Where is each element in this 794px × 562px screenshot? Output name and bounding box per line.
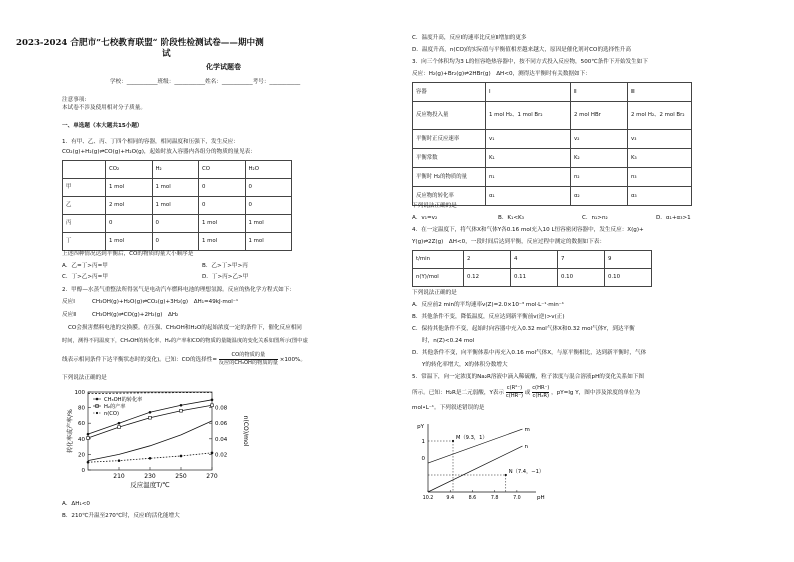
q1-option-a: A．乙=丁>丙=甲 (62, 263, 108, 269)
q2-option-a: A．ΔH₁<0 (62, 501, 90, 507)
q5-fraction-1 (506, 385, 523, 400)
table-cell: α₂ (571, 187, 628, 206)
table-cell: 1 mol (152, 179, 199, 197)
x-tick-label: 230 (144, 473, 156, 480)
q4-table (412, 250, 652, 287)
table-cell: 反应物的转化率 (413, 187, 486, 206)
table-cell: v₂ (571, 130, 628, 149)
data-point (211, 404, 214, 407)
y-tick-label: 0 (81, 468, 85, 474)
table-cell: 甲 (63, 179, 106, 197)
q4-stem-line2: Y(g)⇌2Z(g) ΔH<0，一段时间后达到平衡，反应过程中测定的数据如下表： (412, 239, 606, 245)
table-cell: CO (199, 161, 246, 179)
annotation-label: M（9.3，1） (456, 435, 488, 441)
section-heading-single-choice: 一、单选题（本大题共15小题） (62, 123, 143, 129)
table-cell: 1 mol (106, 233, 153, 251)
table-row (63, 215, 292, 233)
annotation-label: N（7.4，−1） (508, 469, 545, 475)
table-cell: α₁ (486, 187, 571, 206)
table-cell: 1 mol (245, 215, 292, 233)
table-header-row (63, 161, 292, 179)
table-cell: 平衡时 H₂的物质的量 (413, 168, 486, 187)
data-point (180, 455, 183, 458)
data-point (118, 459, 121, 462)
table-cell: 0 (152, 233, 199, 251)
notice-heading: 注意事项: (62, 97, 87, 103)
table-cell: 2 mol H₂、2 mol Br₂ (628, 102, 692, 130)
x-tick-label: 270 (206, 473, 218, 480)
y-axis-label: pY (417, 424, 424, 430)
table-cell: K₁ (486, 149, 571, 168)
annotation-point (452, 440, 454, 442)
table-cell: t/min (413, 251, 464, 269)
q2-option-d: D．温度升高，n(CO)的实际值与平衡值相差越来越大，原因是催化剂对CO的选择性升高 (412, 47, 632, 53)
table-cell: 4 (511, 251, 558, 269)
q2-reaction2-label: 反应Ⅱ (62, 312, 76, 318)
q1-option-b: B．乙>丁>甲>丙 (202, 263, 248, 269)
data-point (87, 461, 90, 464)
table-cell: n₃ (628, 168, 692, 187)
table-cell: 0.12 (464, 269, 511, 287)
table-row (63, 179, 292, 197)
table-cell: 9 (605, 251, 652, 269)
table-cell: 0 (199, 197, 246, 215)
table-row (413, 102, 692, 130)
q3-option-a: A．v₁=v₂ (412, 215, 438, 221)
y-axis-label: 转化率或产率/% (67, 409, 74, 453)
left-column (16, 0, 388, 562)
q5-stem-line3: mol•L⁻¹。下列叙述错误的是 (412, 405, 485, 411)
q5-or-text: 或 (524, 390, 531, 396)
series-label: n (524, 444, 528, 451)
table-cell: 1 mol (152, 197, 199, 215)
table-cell: 0.11 (511, 269, 558, 287)
x-tick-label: 7.0 (513, 496, 521, 500)
q2-reaction1-equation: CH₃OH(g)+H₂O(g)⇌CO₂(g)+3H₂(g) ΔH₁=49kJ·mol⁻¹ (92, 299, 239, 305)
y-tick-label: 1 (421, 439, 425, 445)
table-cell: 0 (106, 215, 153, 233)
q2-chart (62, 386, 262, 498)
x-tick-label: 7.8 (490, 496, 499, 500)
q5-chart-plot (417, 424, 545, 500)
table-cell: 2 (464, 251, 511, 269)
table-cell: 1 mol (199, 215, 246, 233)
table-cell: 0 (152, 215, 199, 233)
data-point (180, 404, 183, 407)
table-cell (63, 161, 106, 179)
table-cell: H₂O (245, 161, 292, 179)
y-tick-label: 80 (78, 405, 85, 412)
notice-body: 本试卷不涉及使用相对分子质量。 (62, 105, 146, 111)
table-row (63, 233, 292, 251)
data-point (211, 399, 214, 402)
data-point (149, 411, 152, 414)
q2-selectivity-text: 线表示相同条件下达平衡状态时的变化)。已知：CO的选择性= (62, 357, 218, 363)
table-cell: Ⅰ (486, 83, 571, 102)
q2-stem-line4: CO会损害燃料电池的交换膜。在压强、CH₃OH和H₂O的起始浓度一定的条件下，催化反应相同 (68, 325, 302, 331)
table-cell: 2 mol HBr (571, 102, 628, 130)
x-tick-label: 8.6 (468, 496, 477, 500)
data-point (87, 437, 90, 440)
q2-selectivity-fraction (219, 352, 278, 367)
q5-stem-line2 (412, 385, 640, 400)
table-cell: v₃ (628, 130, 692, 149)
table-cell: H₂ (152, 161, 199, 179)
fraction-denominator: 反应的CH₃OH的物质的量 (218, 360, 278, 366)
table-cell: 平衡时正反应速率 (413, 130, 486, 149)
y-tick-label: 100 (74, 390, 85, 396)
table-cell: Ⅱ (571, 83, 628, 102)
table-cell: K₂ (571, 149, 628, 168)
y2-tick-label: 0.06 (215, 421, 228, 428)
data-point (180, 409, 183, 412)
q4-option-c-line1: C．保持其他条件不变，起始时向容器中充入0.32 mol气体X和0.32 mol气体Y，到达平衡 (412, 326, 635, 332)
q5-fraction-2 (532, 385, 549, 400)
y-tick-label: 40 (78, 436, 85, 443)
q5-stem-text: 所示。已知：H₂R是二元弱酸，Y表示 (412, 390, 505, 396)
fraction-numerator: c(R²⁻) (506, 385, 523, 391)
table-cell: n(Y)/mol (413, 269, 464, 287)
q5-chart (412, 420, 552, 500)
q5-stem-line1: 5．常温下，向一定浓度的Na₂R溶液中滴入稀硫酸，粒子浓度与混合溶液pH的变化关系如下图 (412, 374, 645, 380)
table-cell: 丁 (63, 233, 106, 251)
table-cell: 1 mol (245, 233, 292, 251)
y2-tick-label: 0.02 (215, 452, 228, 459)
table-row (63, 197, 292, 215)
legend-label: CH₃OH的转化率 (104, 397, 143, 403)
table-header-row (413, 251, 652, 269)
q4-stem-line1: 4．在一定温度下，将气体X和气体Y各0.16 mol充入10 L恒容密闭容器中，发生反应：X(g)+ (412, 227, 644, 233)
q1-question: 上述四种情况达到平衡后，CO的物质的量大小顺序是 (62, 251, 194, 257)
data-point (149, 457, 152, 460)
q3-option-c: C．n₁>n₂ (582, 215, 608, 221)
q1-option-d: D．丁>丙>乙>甲 (202, 274, 249, 280)
q1-stem-line2: CO₂(g)+H₂(g)⇌CO(g)+H₂O(g)，起始时放入容器内各组分的物质的量见表： (62, 149, 256, 155)
series-label: m (524, 427, 530, 434)
exam-title-line2: 试 (162, 49, 171, 59)
q2-reaction1-label: 反应Ⅰ (62, 299, 75, 305)
series-line (88, 392, 212, 393)
table-cell: CO₂ (106, 161, 153, 179)
table-cell: 0.10 (605, 269, 652, 287)
table-cell: n₁ (486, 168, 571, 187)
q2-chart-plot (66, 390, 249, 489)
table-cell: 1 mol H₂、1 mol Br₂ (486, 102, 571, 130)
exam-title-line1: 2023-2024 合肥市”七校教育联盟“ 阶段性检测试卷——期中测 (16, 38, 264, 48)
table-cell: 1 mol (106, 179, 153, 197)
table-cell: 反应物投入量 (413, 102, 486, 130)
y2-axis-label: n(CO)/mol (242, 415, 249, 447)
q2-stem-line1: 2．甲醇—水蒸气重整法所得氢气是电动汽车燃料电池的理想氢源。反应的热化学方程式如下： (62, 287, 295, 293)
fraction-denominator: c(HR⁻) (505, 393, 524, 399)
y-tick-label: 20 (78, 452, 85, 459)
x-tick-label: 9.4 (446, 496, 455, 500)
q4-option-d-line2: Y的转化率增大，X的体积分数增大 (422, 362, 508, 368)
q4-option-c-line2: 时，n(Z)<0.24 mol (422, 338, 475, 344)
y-tick-label: 60 (78, 421, 85, 428)
q5-stem-tail: ，pY=lg Y，图中涉及浓度的单位为 (551, 390, 641, 396)
table-cell: 1 mol (199, 233, 246, 251)
table-cell: K₃ (628, 149, 692, 168)
q2-question: 下列说法正确的是 (62, 375, 107, 381)
q3-stem-line1: 3．向三个体积均为3 L的恒容绝热容器中，按不同方式投入反应物，500℃条件下开始发生如下 (412, 59, 648, 65)
q2-option-c: C．温度升高，反应Ⅰ的速率比反应Ⅱ增加的更多 (412, 35, 527, 41)
data-point (87, 433, 90, 436)
q4-option-d-line1: D．其他条件不变，向平衡体系中再充入0.16 mol气体X，与原平衡相比，达到新平衡时，气体 (412, 350, 647, 356)
data-point (149, 416, 152, 419)
data-point (118, 422, 121, 425)
exam-subtitle: 化学试题卷 (206, 63, 241, 71)
q2-stem-line5: 时间，测得不同温度下，CH₃OH的转化率、H₂的产率和CO的物质的量随温度的变化关系如图所示(图中虚 (62, 338, 308, 344)
q3-question: 下列说法正确的是 (412, 203, 457, 209)
q4-option-a: A．反应前2 min的平均速率v(Z)=2.0×10⁻³ mol·L⁻¹·min⁻¹ (412, 302, 564, 308)
q4-option-b: B．其他条件不变，降低温度，反应达到新平衡前v(逆)>v(正) (412, 314, 565, 320)
q2-stem-line6 (62, 352, 306, 367)
y2-tick-label: 0.04 (215, 436, 228, 443)
table-cell: 平衡常数 (413, 149, 486, 168)
y2-tick-label: 0.08 (215, 405, 228, 412)
table-cell: 0 (245, 197, 292, 215)
x-axis-label: pH (537, 495, 545, 500)
student-info-line: 学校：___________班级：___________姓名：___________考号：___________ (110, 79, 301, 85)
table-cell: 0 (199, 179, 246, 197)
q1-option-c: C．丁>乙>丙=甲 (62, 274, 108, 280)
q2-selectivity-tail: ×100%。 (279, 357, 306, 363)
fraction-denominator: c(H₂R) (532, 393, 550, 399)
annotation-point (505, 474, 507, 476)
q1-stem-line1: 1．有甲、乙、丙、丁四个相同的容器，相同温度和压强下，发生反应： (62, 139, 239, 145)
fraction-numerator: CO的物质的量 (231, 352, 266, 358)
table-cell: α₃ (628, 187, 692, 206)
q3-stem-line2: 反应：H₂(g)+Br₂(g)⇌2HBr(g) ΔH<0，测得达平衡时有关数据如下： (412, 71, 591, 77)
table-cell: n₂ (571, 168, 628, 187)
table-header-row (413, 83, 692, 102)
y-tick-label: 0 (421, 456, 425, 462)
legend-label: H₂的产率 (104, 404, 126, 410)
table-row (413, 130, 692, 149)
q3-table (412, 82, 692, 206)
table-cell: 0 (245, 179, 292, 197)
table-cell: 2 mol (106, 197, 153, 215)
right-column (412, 0, 742, 562)
x-tick-label: 250 (175, 473, 187, 480)
table-cell: Ⅲ (628, 83, 692, 102)
table-cell: 7 (558, 251, 605, 269)
q2-option-b: B．210℃升温至270℃时，反应Ⅰ的活化能增大 (62, 513, 180, 519)
legend-label: n(CO) (104, 411, 120, 417)
q4-question: 下列说法正确的是 (412, 290, 457, 296)
data-point (211, 452, 214, 455)
q1-table (62, 160, 292, 251)
x-tick-label: 210 (113, 473, 125, 480)
fraction-numerator: c(HR⁻) (532, 385, 550, 391)
q3-option-b: B．K₁<K₃ (498, 215, 524, 221)
table-row (413, 168, 692, 187)
q2-reaction2-equation: CH₃OH(g)⇌CO(g)+2H₂(g) ΔH₂ (92, 312, 179, 318)
table-cell: 容器 (413, 83, 486, 102)
x-tick-label: 10.2 (422, 496, 434, 500)
table-cell: 乙 (63, 197, 106, 215)
table-cell: v₁ (486, 130, 571, 149)
table-cell: 丙 (63, 215, 106, 233)
q3-option-d: D．α₁+α₃>1 (656, 215, 691, 221)
x-axis-label: 反应温度T/℃ (130, 481, 170, 489)
table-cell: 0.10 (558, 269, 605, 287)
table-row (413, 269, 652, 287)
table-row (413, 149, 692, 168)
data-point (118, 426, 121, 429)
